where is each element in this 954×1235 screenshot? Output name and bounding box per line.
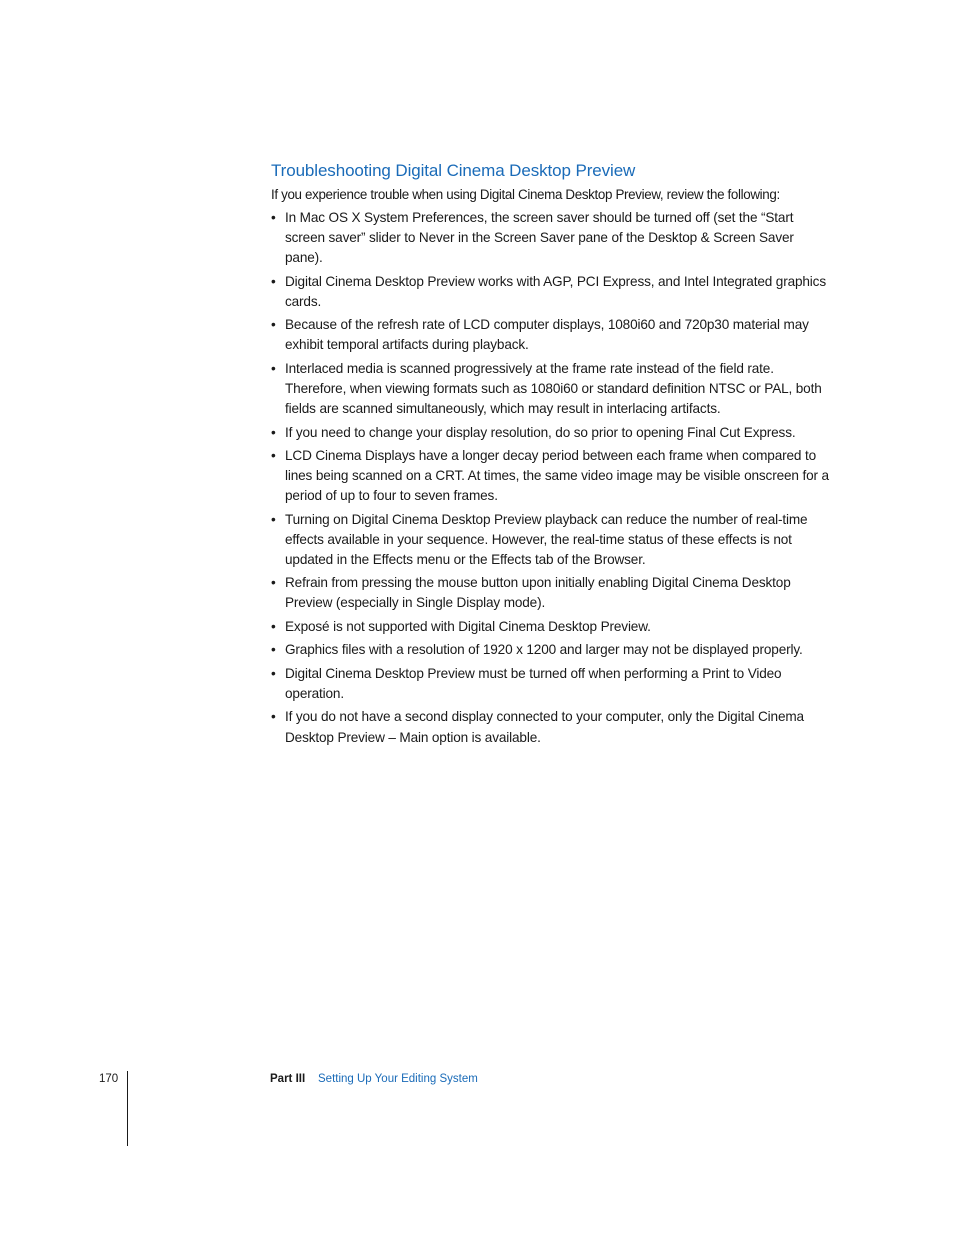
list-item	[271, 359, 831, 419]
footer-part-label: Part III	[270, 1073, 306, 1085]
bullet-icon: •	[271, 618, 276, 634]
troubleshooting-list	[271, 208, 831, 751]
list-item-text: In Mac OS X System Preferences, the screen saver should be turned off (set the “Start screen saver” slider to Never in the Screen Saver pane of the Desktop & Screen Saver pane).	[285, 210, 794, 266]
list-item	[271, 423, 831, 443]
footer-chapter-title: Setting Up Your Editing System	[318, 1073, 478, 1085]
page-number: 170	[99, 1073, 119, 1085]
bullet-icon: •	[271, 317, 276, 333]
section-title: Troubleshooting Digital Cinema Desktop Preview	[271, 161, 636, 180]
list-item	[271, 640, 831, 660]
list-item-text: If you do not have a second display connected to your computer, only the Digital Cinema Desktop Preview – Main option is available.	[285, 709, 804, 745]
intro-paragraph: If you experience trouble when using Digital Cinema Desktop Preview, review the following:	[271, 187, 780, 202]
bullet-icon: •	[271, 360, 276, 376]
list-item-text: Because of the refresh rate of LCD computer displays, 1080i60 and 720p30 material may exhibit temporal artifacts during playback.	[285, 317, 809, 353]
list-item	[271, 272, 831, 312]
list-item-text: Digital Cinema Desktop Preview must be turned off when performing a Print to Video operation.	[285, 665, 782, 701]
list-item-text: If you need to change your display resolution, do so prior to opening Final Cut Express.	[285, 424, 796, 440]
bullet-icon: •	[271, 511, 276, 527]
list-item	[271, 208, 831, 268]
list-item-text: Refrain from pressing the mouse button upon initially enabling Digital Cinema Desktop Preview (especially in Single Display mode).	[285, 575, 791, 611]
bullet-icon: •	[271, 210, 276, 225]
list-item-text: Graphics files with a resolution of 1920 x 1200 and larger may not be displayed properly.	[285, 642, 803, 658]
bullet-icon: •	[271, 642, 276, 658]
list-item-text: Exposé is not supported with Digital Cinema Desktop Preview.	[285, 618, 651, 634]
list-item	[271, 707, 831, 747]
footer-divider	[127, 1071, 128, 1146]
list-item	[271, 510, 831, 570]
list-item	[271, 446, 831, 506]
list-item	[271, 617, 831, 637]
bullet-icon: •	[271, 575, 276, 591]
bullet-icon: •	[271, 273, 276, 289]
bullet-icon: •	[271, 447, 276, 463]
bullet-icon: •	[271, 665, 276, 681]
list-item-text: Turning on Digital Cinema Desktop Preview playback can reduce the number of real-time effects available in your sequence. However, the real-time status of these effects is not updated in the Effects menu or the Effects tab of the Browser.	[285, 511, 808, 567]
list-item-text: Digital Cinema Desktop Preview works with AGP, PCI Express, and Intel Integrated graphics cards.	[285, 273, 826, 309]
list-item	[271, 664, 831, 704]
list-item-text: Interlaced media is scanned progressively at the frame rate instead of the field rate. Therefore, when viewing formats such as 1080i60 or standard definition NTSC or PAL, both fields are scanned simultaneously, which may result in interlacing artifacts.	[285, 360, 822, 417]
list-item-text: LCD Cinema Displays have a longer decay period between each frame when compared to lines being scanned on a CRT. At times, the same video image may be visible onscreen for a period of up to four to seven frames.	[285, 447, 829, 504]
list-item	[271, 573, 831, 613]
bullet-icon: •	[271, 709, 276, 725]
list-item	[271, 315, 831, 355]
bullet-icon: •	[271, 424, 276, 440]
